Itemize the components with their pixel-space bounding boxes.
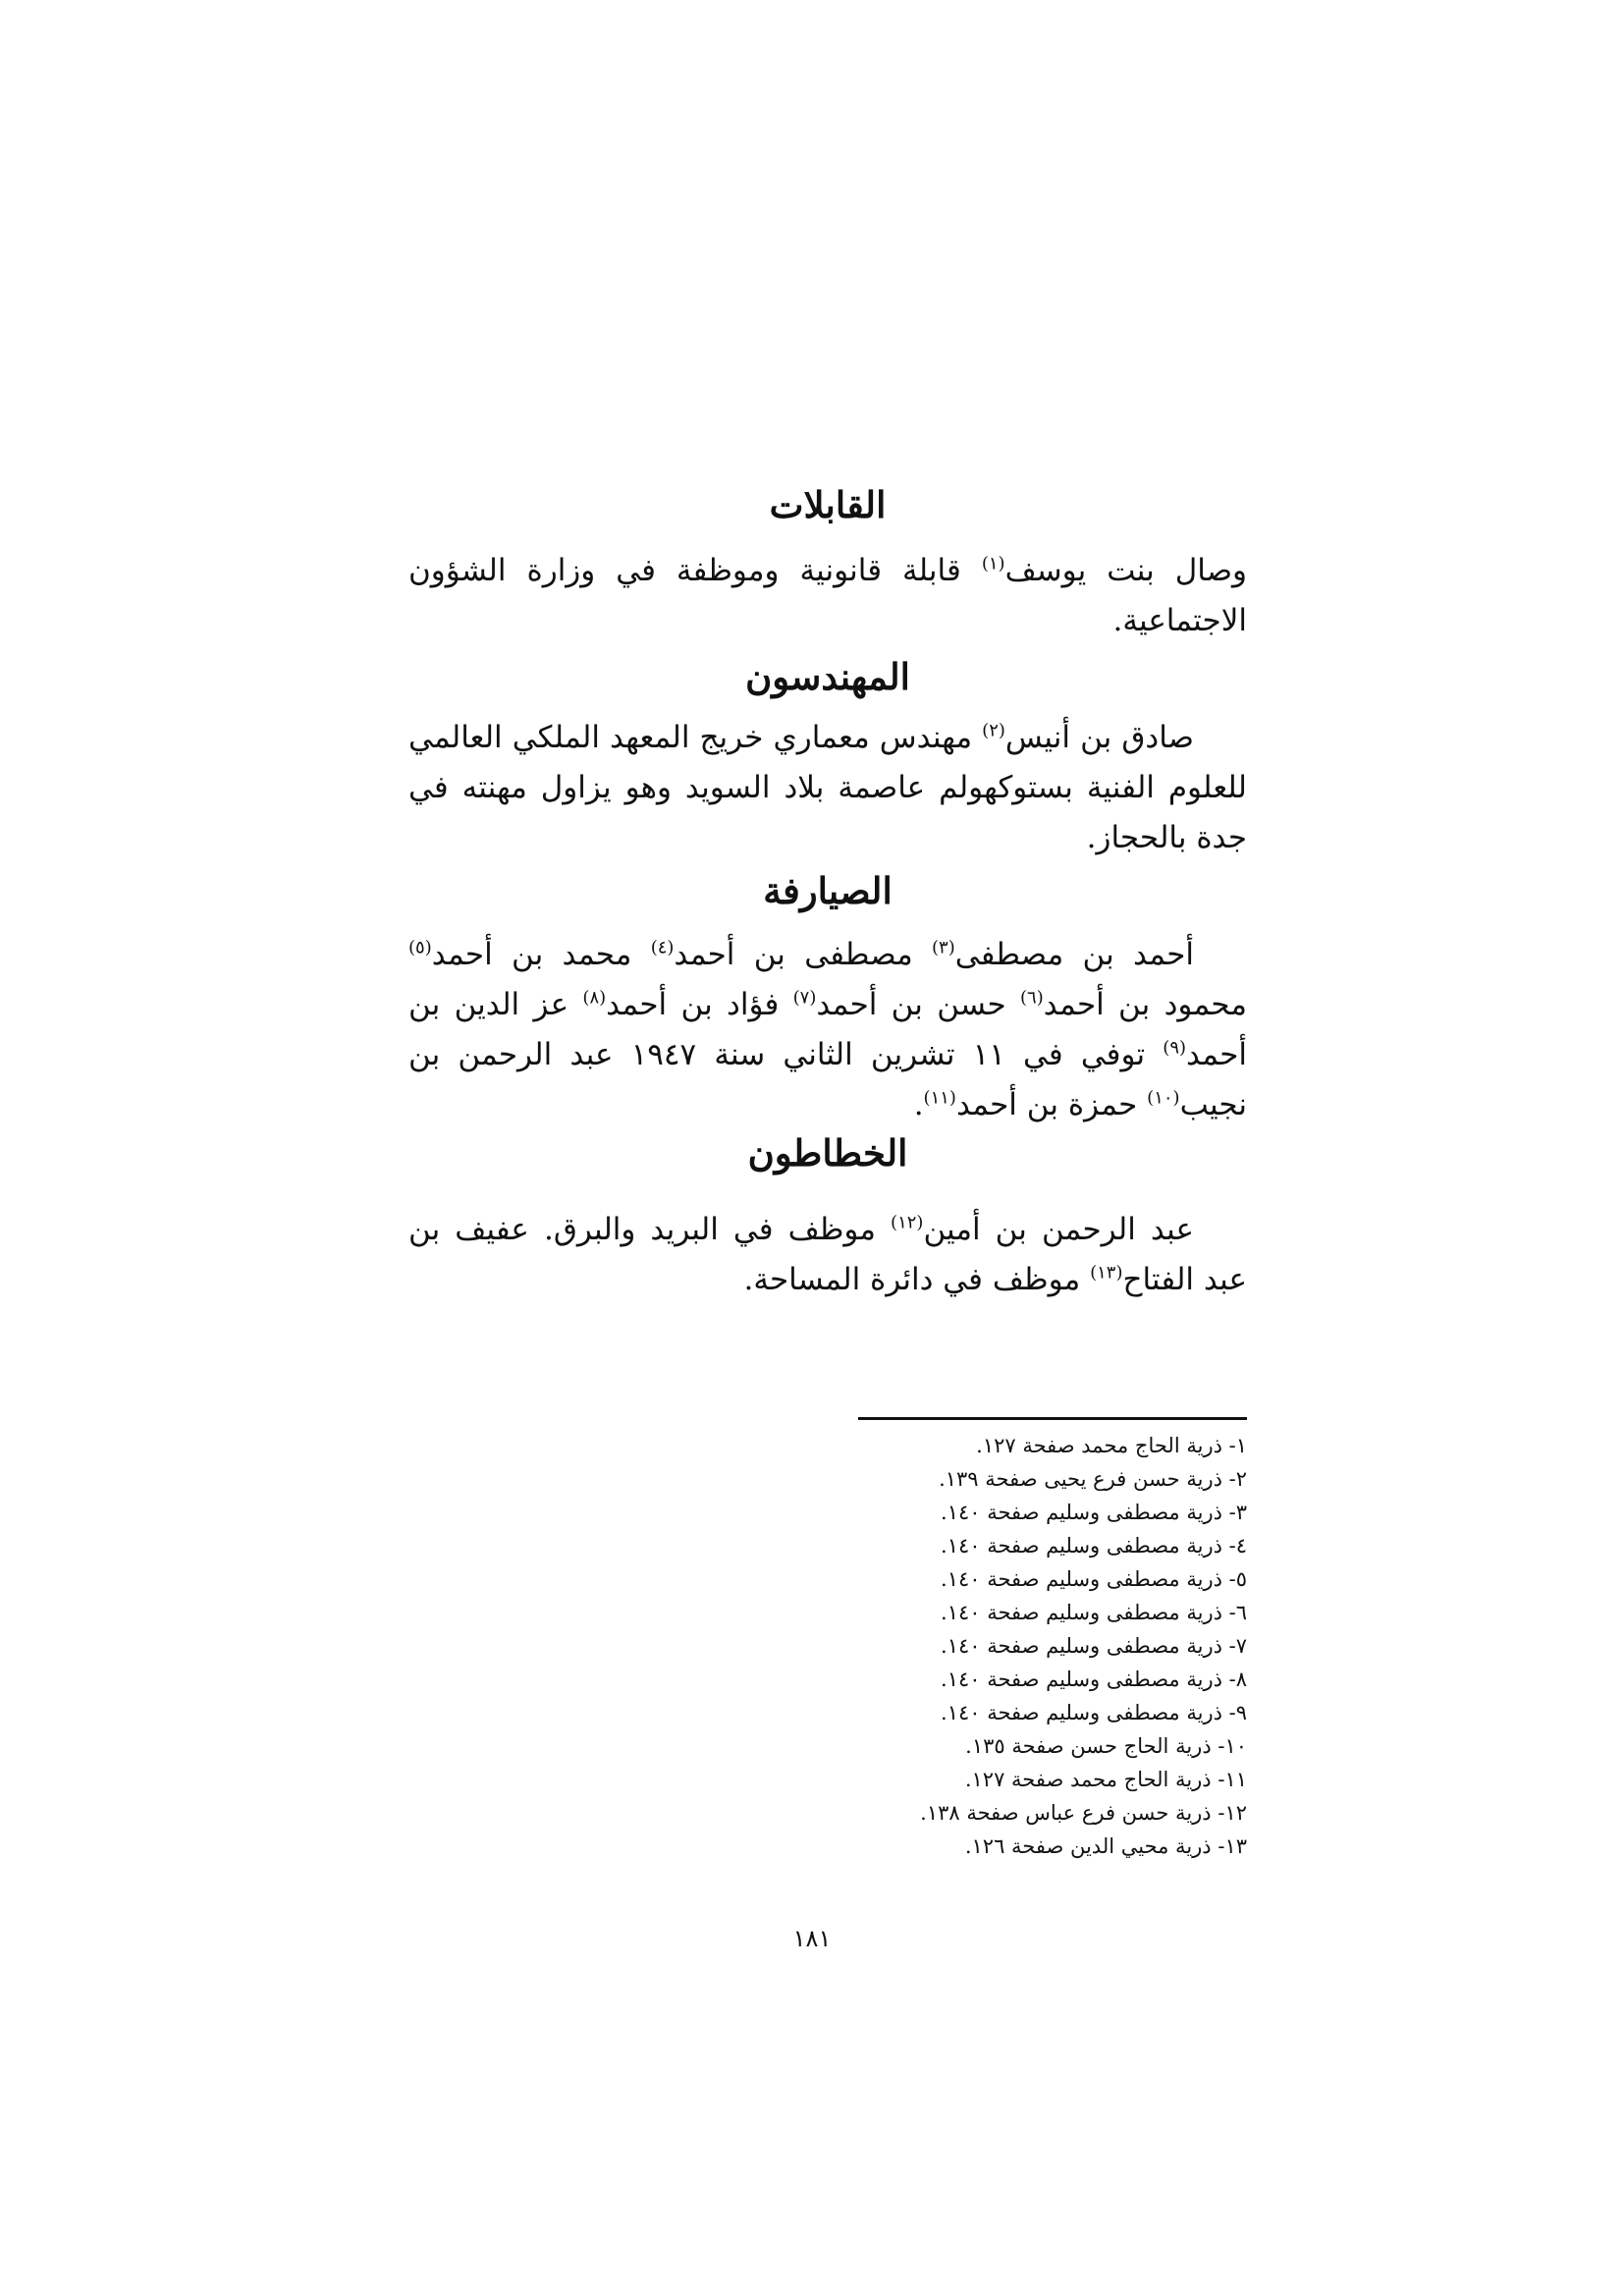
footnote-marker: (٦) [1020, 987, 1044, 1009]
footnote-item: ٤- ذرية مصطفى وسليم صفحة ١٤٠. [941, 1534, 1247, 1558]
paragraph [408, 1205, 1247, 1305]
footnote-marker: (١٣) [1090, 1262, 1123, 1284]
footnotes-list [858, 1429, 1247, 1863]
section-body-midwives [408, 546, 1247, 646]
footnote-item: ١٢- ذرية حسن فرع عباس صفحة ١٣٨. [920, 1801, 1247, 1825]
paragraph [408, 713, 1247, 863]
paragraph-text: حمزة بن أحمد [955, 1087, 1148, 1122]
paragraph-text: أحمد بن مصطفى [954, 937, 1194, 972]
paragraph-text: عبد الرحمن بن أمين [923, 1212, 1194, 1247]
paragraph-text: عز الدين بن أحمد [408, 987, 1247, 1072]
paragraph-text: موظف في دائرة المساحة. [743, 1262, 1091, 1297]
page-number: ١٨١ [792, 1925, 832, 1952]
paragraph-text: محمود بن أحمد [1043, 987, 1247, 1022]
footnote-marker: (٧) [792, 987, 817, 1009]
paragraph-text: موظف في البريد والبرق. عفيف بن عبد الفتاح [408, 1212, 1247, 1297]
footnote-marker: (١) [981, 553, 1005, 574]
footnote-marker: (٥) [408, 937, 432, 958]
section-heading-calligraphers: الخطاطون [747, 1131, 908, 1175]
section-heading-engineers: المهندسون [745, 655, 910, 698]
paragraph-text: مهندس معماري خريج المعهد الملكي العالمي للعلوم الفنية بستوكهولم عاصمة بلاد السويد وهو يزاول مهنته في جدة بالحجاز. [408, 720, 1247, 855]
paragraph-text: فؤاد بن أحمد [606, 987, 793, 1022]
paragraph [408, 930, 1247, 1130]
footnote-marker: (١١) [923, 1087, 956, 1109]
footnote-marker: (١٠) [1147, 1087, 1180, 1109]
section-body-money-changers [408, 930, 1247, 1130]
footnote-item: ١٣- ذرية محيي الدين صفحة ١٢٦. [964, 1834, 1247, 1858]
paragraph [408, 546, 1247, 646]
section-body-calligraphers [408, 1205, 1247, 1305]
footnote-marker: (٣) [932, 937, 955, 958]
footnote-item: ١٠- ذرية الحاج حسن صفحة ١٣٥. [965, 1734, 1247, 1758]
footnote-marker: (٢) [982, 720, 1005, 741]
footnote-marker: (٤) [650, 937, 675, 958]
paragraph-text: محمد بن أحمد [431, 937, 651, 972]
footnote-item: ٥- ذرية مصطفى وسليم صفحة ١٤٠. [941, 1567, 1247, 1591]
footnote-item: ٢- ذرية حسن فرع يحيى صفحة ١٣٩. [939, 1467, 1247, 1491]
footnote-item: ١- ذرية الحاج محمد صفحة ١٢٧. [976, 1434, 1247, 1457]
footnote-item: ٩- ذرية مصطفى وسليم صفحة ١٤٠. [941, 1701, 1247, 1724]
paragraph-text: . [913, 1087, 924, 1122]
paragraph-text: صادق بن أنيس [1004, 720, 1194, 755]
section-heading-money-changers: الصيارفة [763, 869, 893, 912]
footnote-item: ١١- ذرية الحاج محمد صفحة ١٢٧. [964, 1768, 1247, 1791]
paragraph-text: قابلة قانونية وموظفة في وزارة الشؤون الاجتماعية. [408, 553, 1247, 638]
paragraph-text: حسن بن أحمد [816, 987, 1021, 1022]
section-body-engineers [408, 713, 1247, 863]
footnote-marker: (٨) [582, 987, 607, 1009]
paragraph-text: مصطفى بن أحمد [674, 937, 932, 972]
footnote-item: ٣- ذرية مصطفى وسليم صفحة ١٤٠. [941, 1501, 1247, 1524]
footnote-separator [858, 1417, 1247, 1420]
footnote-item: ٨- ذرية مصطفى وسليم صفحة ١٤٠. [941, 1667, 1247, 1691]
section-heading-midwives: القابلات [769, 483, 887, 526]
paragraph-text: توفي في ١١ تشرين الثاني سنة ١٩٤٧ عبد الرحمن بن نجيب [408, 1037, 1247, 1122]
footnote-item: ٧- ذرية مصطفى وسليم صفحة ١٤٠. [941, 1634, 1247, 1658]
footnote-item: ٦- ذرية مصطفى وسليم صفحة ١٤٠. [941, 1601, 1247, 1624]
paragraph-text: وصال بنت يوسف [1004, 553, 1248, 588]
footnote-marker: (١٢) [891, 1212, 924, 1233]
footnote-marker: (٩) [1163, 1037, 1187, 1059]
